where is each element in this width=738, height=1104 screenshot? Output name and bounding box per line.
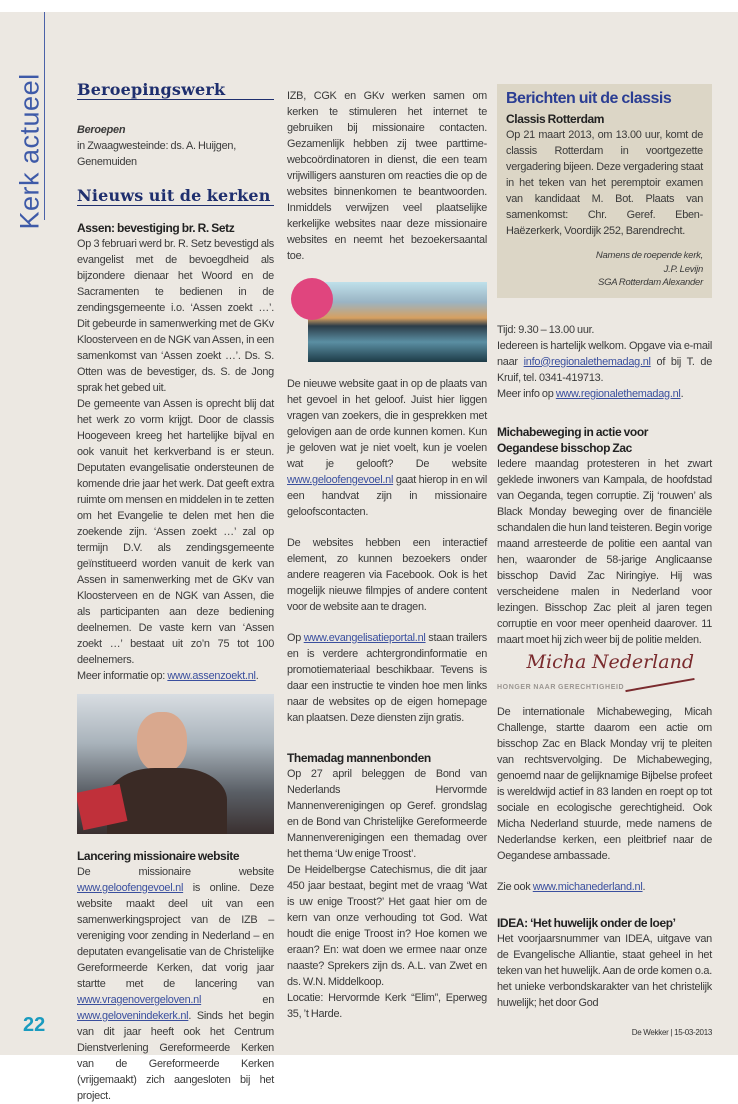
- text: De nieuwe website gaat in op de plaats van het gevoel in het geloof. Juist hier liggen vragen van zoekers, die in gesprekken met gelovigen aan de orde kunnen komen. Kun je geloven wat je niet voelt, kun je voelen wat je gelooft? De website: [287, 378, 487, 470]
- text: .: [255, 670, 259, 682]
- text: De missionaire website: [77, 866, 274, 878]
- article-paragraph: De websites hebben een interactief element, zo kunnen bezoekers onder andere reageren via Facebook. Ook is het mogelijk nieuwe filmpjes of andere content voor de website aan te dragen.: [287, 537, 487, 613]
- article-paragraph: [497, 338, 712, 386]
- article-paragraph: De Heidelbergse Catechismus, die dit jaar 450 jaar bestaat, begint met de vraag ‘Wat is uw enige Troost?’ Het gaat hier om de kern van onze verhouding tot God. Wat houdt die enige Troost in? Hoe komen we eraan? En: wat doen we ermee naar onze naaste? Sprekers zijn ds. A.L. van Zwet en ds. W.N. Middelkoop.: [287, 864, 487, 988]
- text: staan trailers en is verdere achtergrondinformatie en promotiemateriaal beschikbaar. Tevens is daar een instructie te vinden hoe men links naar de websites op de eigen homepage kan plaatsen. Deze diensten zijn gratis.: [287, 632, 487, 724]
- article-idea: [497, 915, 712, 1011]
- link-geloofengevoel-2[interactable]: www.geloofengevoel.nl: [287, 474, 394, 486]
- heading-beroepingswerk: Beroepingswerk: [77, 82, 274, 100]
- person-head: [137, 712, 187, 772]
- beroepen-subheading: Beroepen: [77, 124, 126, 136]
- link-email-themadag[interactable]: info@regionalethemadag.nl: [523, 355, 651, 368]
- magazine-page: [0, 12, 738, 1102]
- signature-line: SGA Rotterdam Alexander: [597, 277, 703, 288]
- beroepen-block: [77, 122, 274, 170]
- text: gaat hierop in en wil een handvat zijn in missionaire geloofscontacten.: [287, 474, 487, 518]
- column-3: [497, 84, 712, 1011]
- article-paragraph: Locatie: Hervormde Kerk “Elim”, Eperweg 35, ’t Harde.: [287, 992, 487, 1020]
- article-themadag: [287, 750, 487, 1022]
- classis-heading: Berichten uit de classis: [506, 90, 672, 107]
- article-paragraph: [287, 630, 487, 726]
- link-vragenovergeloven[interactable]: www.vragenovergeloven.nl: [77, 994, 202, 1006]
- article-title: IDEA: ‘Het huwelijk onder de loep’: [497, 915, 676, 930]
- heading-nieuws: Nieuws uit de kerken: [77, 188, 274, 206]
- article-title: Michabeweging in actie voor Oegandese bisschop Zac: [497, 424, 649, 455]
- article-micha: [497, 424, 712, 648]
- signature-line: J.P. Levijn: [663, 263, 703, 275]
- website-banner-image: [308, 282, 487, 362]
- article-paragraph: Iedere maandag protesteren in het zwart geklede inwoners van Kampala, de hoofdstad van Oeganda, tegen corruptie. Zij ‘rouwen’ als Black Monday beweging over de financiële schandalen die hun land teisteren. Begin vorige maand arresteerde de politie een aantal van hen, waaronder de 58-jarige Anglicaanse bisschop David Zac Niringiye. Hij was verscheidene malen in Nederland voor lezingen. Bisschop Zac pleit al jaren tegen corruptie en voor meer openheid daarover. 11 maart moet hij zich weer bij de politie melden.: [497, 457, 712, 646]
- article-assen: [77, 220, 274, 684]
- article-paragraph: Het voorjaarsnummer van IDEA, uitgave van de Evangelische Alliantie, staat geheel in het teken van het huwelijk. Aan de orde komen o.a. het unieke verbondskarakter van het christelijk huwelijk; het door God: [497, 932, 712, 1009]
- logo-swoosh: [625, 677, 694, 691]
- text: en: [201, 994, 274, 1006]
- article-title: Lancering missionaire website: [77, 849, 240, 863]
- article-paragraph: [77, 864, 274, 1104]
- article-paragraph: Op 27 april beleggen de Bond van Nederlands Hervormde Mannenverenigingen op Geref. grondslag en de Bond van Christelijke Gereformeerde Mannenverenigingen een themadag over het thema ‘Uw enige Troost’.: [287, 768, 487, 860]
- section-label: Kerk actueel: [14, 73, 45, 230]
- article-title: Assen: bevestiging br. R. Setz: [77, 221, 235, 235]
- article-paragraph: Op 3 februari werd br. R. Setz bevestigd als evangelist met de bevoegdheid als bijzondere dienaar het Woord en de Sacramenten te bedienen in de zendingsgemeente i.o. ‘Assen zoekt …’. Dit gebeurde in samenwerking met de GKv Kloosterveen en de NGK van Assen, in een samenkomst van ‘Assen zoekt …’. Ds. S. Otten was de bevestiger, ds. S. de Jong sprak het gebed uit.: [77, 238, 274, 394]
- article-lancering: [77, 848, 274, 1104]
- text: is online. Deze website maakt deel uit van een samenwerkingsproject van de IZB – vereniging voor zending in Nederland – en deputaten evangelisatie van de Christelijke Gereformeerde Kerken, dat vorig jaar startte met de lancering van: [77, 882, 274, 990]
- column-2: [287, 88, 487, 1022]
- text: . Sinds het begin van dit jaar heeft ook het Centrum Dienstverlening Gereformeerde Kerken van de Gereformeerde Kerken (vrijgemaakt) zich aangesloten bij het project.: [77, 1010, 274, 1102]
- classis-text: Op 21 maart 2013, om 13.00 uur, komt de classis Rotterdam in voortgezette vergadering bijeen. Deze vergadering staat in het teken van het peremptoir examen van kandidaat M. Bot. Plaats van samenkomst: Chr. Geref. Eben-Haëzerkerk, Voordijk 252, Barendrecht.: [506, 129, 703, 237]
- website-banner: [287, 278, 487, 362]
- article-themadag-cont: [497, 322, 712, 402]
- person-body: [107, 768, 227, 834]
- text: .: [680, 387, 684, 400]
- signature-line: Namens de roepende kerk,: [595, 250, 703, 261]
- text: .: [642, 880, 646, 893]
- link-assenzoekt[interactable]: www.assenzoekt.nl: [167, 670, 256, 682]
- article-paragraph: Tijd: 9.30 – 13.00 uur.: [497, 323, 595, 336]
- article-paragraph: [287, 376, 487, 520]
- link-gelovenindekerk[interactable]: www.gelovenindekerk.nl: [77, 1010, 189, 1022]
- text: Zie ook: [497, 880, 533, 893]
- text: of bij T. de Kruif, tel. 0341-419713.: [497, 355, 712, 384]
- article-paragraph: [497, 879, 712, 895]
- micha-logo-name: Micha Nederland: [526, 650, 694, 673]
- footer-publication: De Wekker | 15-03-2013: [631, 1028, 712, 1037]
- micha-logo-tagline: HONGER NAAR GERECHTIGHEID: [497, 683, 625, 691]
- geloof-en-gevoel-logo: [291, 278, 333, 320]
- classis-title: Classis Rotterdam: [506, 112, 605, 126]
- text: Iedereen is hartelijk welkom. Opgave via e-mail naar: [497, 339, 712, 368]
- article-paragraph: De internationale Michabeweging, Micah Challenge, startte daarom een actie om bisschop Zac en Black Monday vrij te pleiten van rechtsvervolging. De Michabeweging, genoemd naar de gelijknamige Bijbelse profeet is wereldwijd actief in 83 landen en roept op tot sociale en ecologische gerechtigheid. Ook Micha Nederland stuurde, mede namens de Nederlandse kerken, een pleitbrief naar de Oegandese ambassade.: [497, 705, 712, 862]
- page-number: 22: [23, 1014, 46, 1036]
- column-1: [77, 82, 274, 1104]
- classis-box: [497, 84, 712, 298]
- photo-setz: [77, 694, 274, 834]
- article-paragraph: De gemeente van Assen is oprecht blij dat het werk zo vorm krijgt. Door de classis Hoogeveen kreeg het hartelijke bijval en ook vanuit het kerkverband is er steun. Deputaten evangelisatie ondersteunen de komende drie jaar het werk. Dat geeft extra ruimte om mensen en middelen in te zetten om het Evangelie te delen met hen die zoekende zijn. ‘Assen zoekt …’ zal op termijn D.V. als zendingsgemeente geïnstitueerd worden vanuit de kerk van Assen in samenwerking met de GKv van Kloosterveen en de NGK van Assen, die als participanten aan deze bediening deelnemen. De vaste kern van ‘Assen zoekt …’ bestaat uit zo’n 75 tot 100 deelnemers.: [77, 398, 274, 666]
- micha-logo: [497, 650, 712, 698]
- link-geloofengevoel[interactable]: www.geloofengevoel.nl: [77, 882, 184, 894]
- beroepen-text: in Zwaagwesteinde: ds. A. Huijgen, Genemuiden: [77, 140, 237, 168]
- article-micha-cont: [497, 704, 712, 895]
- article-paragraph: [77, 668, 274, 684]
- link-evangelisatieportal[interactable]: www.evangelisatieportal.nl: [303, 632, 426, 644]
- text: Meer informatie op:: [77, 670, 168, 682]
- article-paragraph: IZB, CGK en GKv werken samen om kerken te stimuleren het internet te gebruiken bij missionaire contacten. Gezamenlijk hebben zij twee parttime-webcoördinatoren in dienst, die een team vrijwilligers aansturen om reacties die op de websites binnenkomen te beantwoorden. Inmiddels verwijzen veel plaatselijke kerkelijke websites naar deze missionaire websites en neemt het bezoekersaantal toe.: [287, 90, 487, 262]
- link-regionalethemadag[interactable]: www.regionalethemadag.nl: [555, 387, 681, 400]
- text: Op: [287, 632, 304, 644]
- link-michanederland[interactable]: www.michanederland.nl: [532, 880, 643, 893]
- text: Meer info op: [497, 387, 556, 400]
- article-paragraph: [497, 386, 712, 402]
- article-title: Themadag mannenbonden: [287, 751, 431, 765]
